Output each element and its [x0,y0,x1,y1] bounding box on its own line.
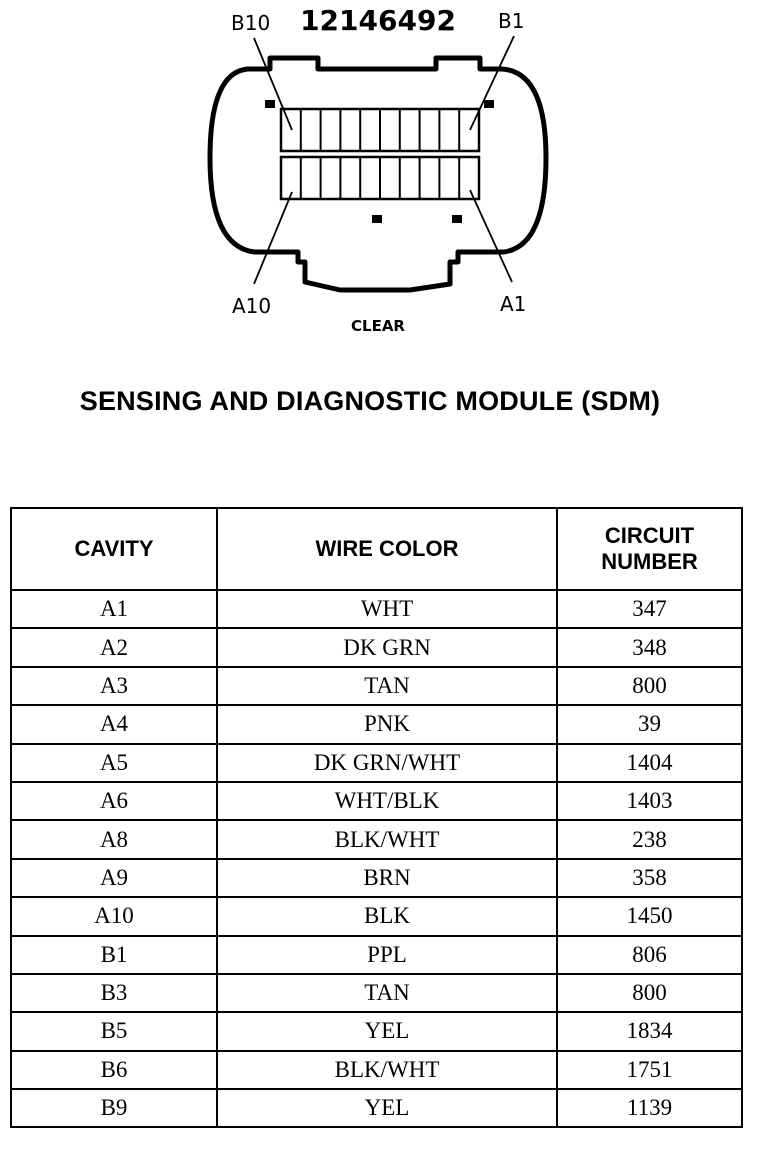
wire-color-cell: WHT/BLK [217,782,557,820]
wire-color-cell: YEL [217,1012,557,1050]
label-a1: A1 [500,292,527,316]
cavity-cell: A6 [11,782,217,820]
cavity-cell: A3 [11,667,217,705]
circuit-cell: 358 [557,859,742,897]
table-row [11,1051,742,1089]
wire-color-cell: BLK/WHT [217,1051,557,1089]
circuit-cell: 1751 [557,1051,742,1089]
leader-line-b10 [254,38,292,130]
wire-color-cell: BLK [217,897,557,935]
part-number: 12146492 [300,4,456,37]
pinout-table [10,507,743,1128]
circuit-cell: 1834 [557,1012,742,1050]
circuit-cell: 1139 [557,1089,742,1127]
key-mark-bottom-2 [452,215,462,223]
cavity-cell: B6 [11,1051,217,1089]
wire-color-cell: TAN [217,667,557,705]
label-a10: A10 [232,294,272,318]
circuit-cell: 1404 [557,744,742,782]
header-circuit-line2: NUMBER [601,549,698,574]
table-row [11,782,742,820]
table-header-row [11,508,742,590]
module-title: SENSING AND DIAGNOSTIC MODULE (SDM) [79,386,661,416]
wire-color-cell: DK GRN [217,628,557,666]
header-circuit-line1: CIRCUIT [604,523,695,548]
leader-line-b1 [470,36,514,130]
cavity-cell: A4 [11,705,217,743]
table-row [11,705,742,743]
connector-outline [210,58,546,290]
cavity-cell: B3 [11,974,217,1012]
cavity-row-b [281,109,479,151]
key-mark-bottom-1 [372,215,382,223]
cavity-cell: A10 [11,897,217,935]
cavity-cell: A9 [11,859,217,897]
cavity-cell: B9 [11,1089,217,1127]
wire-color-cell: BLK/WHT [217,820,557,858]
leader-line-a1 [470,190,512,282]
label-b10: B10 [231,11,271,35]
table-row [11,628,742,666]
circuit-cell: 238 [557,820,742,858]
cavity-cell: A1 [11,590,217,628]
wire-color-cell: WHT [217,590,557,628]
circuit-cell: 347 [557,590,742,628]
wire-color-cell: TAN [217,974,557,1012]
cavity-row-a [281,157,479,199]
wire-color-cell: YEL [217,1089,557,1127]
wire-color-cell: DK GRN/WHT [217,744,557,782]
table-row [11,667,742,705]
circuit-cell: 800 [557,667,742,705]
table-row [11,1089,742,1127]
header-cavity: CAVITY [11,508,217,590]
table-row [11,744,742,782]
cavity-cell: A5 [11,744,217,782]
circuit-cell: 1450 [557,897,742,935]
table-row [11,1012,742,1050]
color-note: CLEAR [351,317,405,335]
circuit-cell: 806 [557,936,742,974]
cavity-cell: B1 [11,936,217,974]
cavity-cell: A2 [11,628,217,666]
key-mark-left [265,100,275,108]
cavity-cell: B5 [11,1012,217,1050]
wire-color-cell: PPL [217,936,557,974]
table-row [11,897,742,935]
table-row [11,820,742,858]
table-row [11,590,742,628]
header-wire-color: WIRE COLOR [217,508,557,590]
connector-diagram [0,0,768,350]
label-b1: B1 [498,9,525,33]
circuit-cell: 1403 [557,782,742,820]
circuit-cell: 800 [557,974,742,1012]
leader-line-a10 [254,192,292,284]
key-mark-right [484,100,494,108]
circuit-cell: 39 [557,705,742,743]
cavity-cell: A8 [11,820,217,858]
wire-color-cell: PNK [217,705,557,743]
table-row [11,859,742,897]
table-row [11,974,742,1012]
header-circuit-number [557,508,742,590]
table-row [11,936,742,974]
wire-color-cell: BRN [217,859,557,897]
circuit-cell: 348 [557,628,742,666]
